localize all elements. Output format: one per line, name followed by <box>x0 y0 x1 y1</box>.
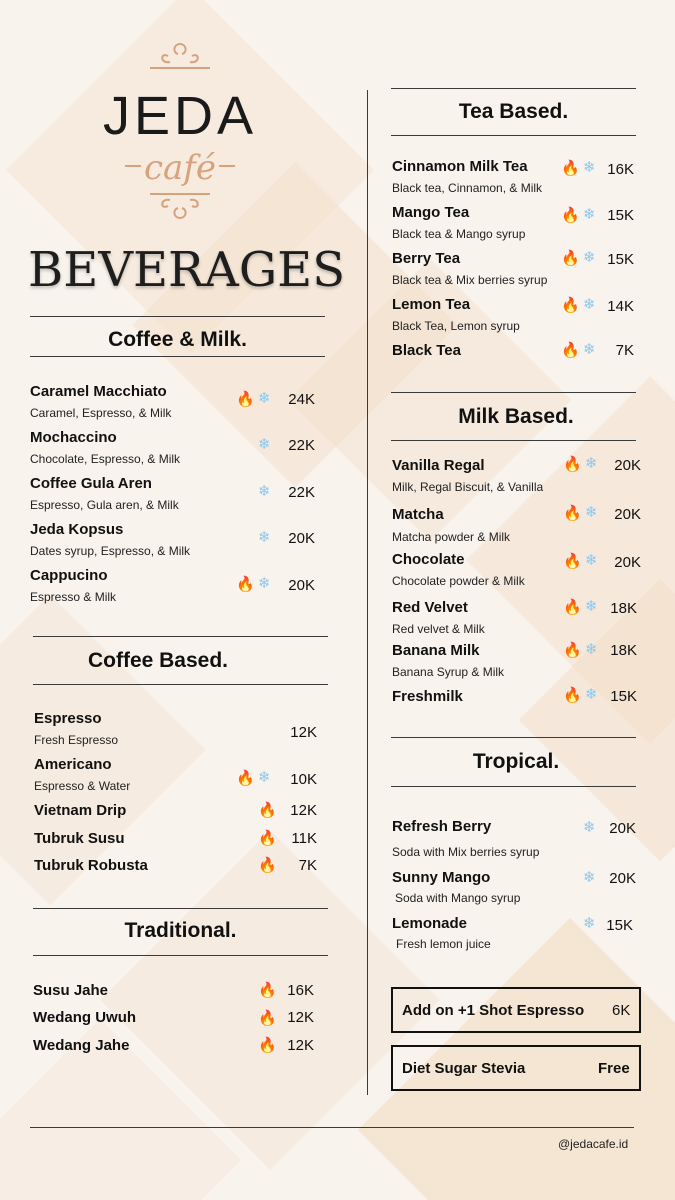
menu-item-desc: Matcha powder & Milk <box>392 530 511 544</box>
menu-item-name: Cappucino <box>30 567 108 584</box>
menu-item-price: 20K <box>609 820 636 837</box>
menu-item-name: Red Velvet <box>392 599 468 616</box>
menu-item-desc: Black tea & Mango syrup <box>392 227 526 241</box>
cold-icon: ❄ <box>583 249 596 266</box>
logo-wordmark: JEDA <box>102 86 258 146</box>
cold-icon: ❄ <box>258 769 271 786</box>
menu-item-desc: Black tea & Mix berries syrup <box>392 273 548 287</box>
menu-item-price: 16K <box>287 982 314 999</box>
hot-icon: 🔥 <box>561 342 580 359</box>
menu-item-name: Sunny Mango <box>392 869 491 886</box>
menu-item-name: Espresso <box>34 710 102 727</box>
menu-item-price: 20K <box>288 530 315 547</box>
menu-item-name: Banana Milk <box>392 642 480 659</box>
hot-icon: 🔥 <box>258 802 277 819</box>
menu-item-price: 20K <box>288 577 315 594</box>
hot-icon: 🔥 <box>563 642 582 659</box>
logo-ornament-top-icon <box>150 42 210 70</box>
menu-item-name: Vietnam Drip <box>34 802 127 819</box>
menu-title: BEVERAGES <box>28 242 346 298</box>
hot-icon: 🔥 <box>563 687 582 704</box>
cold-icon: ❄ <box>585 686 598 703</box>
footer-rule <box>30 1127 634 1128</box>
menu-item-desc: Dates syrup, Espresso, & Milk <box>30 544 191 558</box>
menu-item-name: Tubruk Susu <box>34 830 125 847</box>
menu-item-name: Tubruk Robusta <box>34 857 148 874</box>
menu-item-price: 20K <box>614 506 641 523</box>
menu-item-price: 10K <box>290 771 317 788</box>
addon-price: 6K <box>612 1002 631 1019</box>
cold-icon: ❄ <box>585 504 598 521</box>
menu-item-desc: Espresso, Gula aren, & Milk <box>30 498 179 512</box>
menu-item-price: 22K <box>288 484 315 501</box>
menu-item-price: 20K <box>614 554 641 571</box>
menu-item-price: 20K <box>609 870 636 887</box>
cafe-logo <box>95 40 265 225</box>
menu-item-price: 18K <box>610 642 637 659</box>
cold-icon: ❄ <box>258 436 271 453</box>
menu-item-name: Wedang Uwuh <box>33 1009 137 1026</box>
menu-item-price: 24K <box>288 391 315 408</box>
menu-item-desc: Fresh Espresso <box>34 733 119 747</box>
menu-item-name: Caramel Macchiato <box>30 383 167 400</box>
section-title-tea-based: Tea Based. <box>458 100 569 123</box>
menu-item-desc: Soda with Mix berries syrup <box>392 845 540 859</box>
section-rule <box>391 786 636 787</box>
menu-item-price: 20K <box>614 457 641 474</box>
hot-icon: 🔥 <box>258 982 277 999</box>
menu-item-price: 7K <box>615 342 634 359</box>
logo-ornament-bottom-icon <box>150 192 210 220</box>
menu-item-price: 12K <box>290 724 317 741</box>
menu-item-price: 15K <box>607 251 634 268</box>
hot-icon: 🔥 <box>236 576 255 593</box>
hot-icon: 🔥 <box>561 297 580 314</box>
menu-item-desc: Banana Syrup & Milk <box>392 665 505 679</box>
section-rule <box>30 316 325 317</box>
section-rule <box>391 737 636 738</box>
section-title-tropical: Tropical. <box>472 750 560 773</box>
menu-item-name: Lemon Tea <box>392 296 471 313</box>
cold-icon: ❄ <box>583 296 596 313</box>
menu-item-desc: Chocolate, Espresso, & Milk <box>30 452 181 466</box>
section-title-coffee-milk: Coffee & Milk. <box>108 328 247 351</box>
hot-icon: 🔥 <box>563 456 582 473</box>
section-title-coffee-based: Coffee Based. <box>87 649 229 672</box>
menu-item-price: 11K <box>291 830 317 847</box>
cold-icon: ❄ <box>583 819 596 836</box>
menu-item-price: 15K <box>610 688 637 705</box>
hot-icon: 🔥 <box>236 391 255 408</box>
cold-icon: ❄ <box>583 341 596 358</box>
menu-item-name: Black Tea <box>392 342 461 359</box>
menu-item-desc: Espresso & Water <box>34 779 131 793</box>
section-rule <box>33 955 328 956</box>
menu-item-desc: Caramel, Espresso, & Milk <box>30 406 172 420</box>
menu-item-price: 12K <box>290 802 317 819</box>
menu-item-price: 16K <box>607 161 634 178</box>
hot-icon: 🔥 <box>258 1037 277 1054</box>
hot-icon: 🔥 <box>561 250 580 267</box>
column-divider <box>367 90 368 1095</box>
menu-item-desc: Chocolate powder & Milk <box>392 574 525 588</box>
menu-item-name: Mango Tea <box>392 204 470 221</box>
menu-item-desc: Milk, Regal Biscuit, & Vanilla <box>392 480 544 494</box>
cold-icon: ❄ <box>258 575 271 592</box>
cold-icon: ❄ <box>258 529 271 546</box>
cold-icon: ❄ <box>585 455 598 472</box>
menu-item-name: Susu Jahe <box>33 982 109 999</box>
hot-icon: 🔥 <box>236 770 255 787</box>
social-handle: @jedacafe.id <box>558 1137 629 1151</box>
hot-icon: 🔥 <box>561 207 580 224</box>
menu-item-price: 12K <box>287 1037 314 1054</box>
menu-item-name: Lemonade <box>392 915 468 932</box>
menu-item-price: 18K <box>610 600 637 617</box>
cold-icon: ❄ <box>585 598 598 615</box>
menu-item-name: Mochaccino <box>30 429 117 446</box>
hot-icon: 🔥 <box>258 857 277 874</box>
menu-item-price: 15K <box>606 917 633 934</box>
hot-icon: 🔥 <box>258 1010 277 1027</box>
addon-label: Add on +1 Shot Espresso <box>402 1002 585 1019</box>
logo-subtitle: café <box>143 148 217 188</box>
menu-item-name: Matcha <box>392 506 444 523</box>
menu-item-name: Wedang Jahe <box>33 1037 130 1054</box>
menu-item-desc: Espresso & Milk <box>30 590 117 604</box>
section-rule <box>391 88 636 89</box>
section-rule <box>33 684 328 685</box>
section-rule <box>33 908 328 909</box>
menu-item-price: 14K <box>607 298 634 315</box>
menu-item-desc: Fresh lemon juice <box>396 937 491 951</box>
menu-item-desc: Soda with Mango syrup <box>395 891 521 905</box>
menu-item-price: 22K <box>288 437 315 454</box>
menu-item-price: 12K <box>287 1009 314 1026</box>
cold-icon: ❄ <box>258 390 271 407</box>
menu-item-desc: Black tea, Cinnamon, & Milk <box>392 181 543 195</box>
section-rule <box>33 636 328 637</box>
cold-icon: ❄ <box>583 915 596 932</box>
section-rule <box>391 135 636 136</box>
menu-item-name: Americano <box>34 756 112 773</box>
addon-price: Free <box>598 1060 630 1077</box>
cold-icon: ❄ <box>583 159 596 176</box>
hot-icon: 🔥 <box>563 553 582 570</box>
menu-item-desc: Red velvet & Milk <box>392 622 485 636</box>
menu-item-name: Jeda Kopsus <box>30 521 124 538</box>
hot-icon: 🔥 <box>561 160 580 177</box>
cold-icon: ❄ <box>258 483 271 500</box>
menu-item-name: Refresh Berry <box>392 818 492 835</box>
menu-item-desc: Black Tea, Lemon syrup <box>392 319 520 333</box>
menu-item-name: Freshmilk <box>392 688 463 705</box>
hot-icon: 🔥 <box>563 599 582 616</box>
hot-icon: 🔥 <box>563 505 582 522</box>
section-rule <box>391 440 636 441</box>
menu-item-name: Vanilla Regal <box>392 457 485 474</box>
cold-icon: ❄ <box>585 552 598 569</box>
section-title-traditional: Traditional. <box>124 919 237 942</box>
addon-label: Diet Sugar Stevia <box>402 1060 526 1077</box>
menu-item-price: 7K <box>298 857 317 874</box>
section-rule <box>391 392 636 393</box>
section-rule <box>30 356 325 357</box>
cold-icon: ❄ <box>585 641 598 658</box>
menu-item-price: 15K <box>607 207 634 224</box>
menu-item-name: Chocolate <box>392 551 465 568</box>
cold-icon: ❄ <box>583 869 596 886</box>
hot-icon: 🔥 <box>258 830 277 847</box>
cold-icon: ❄ <box>583 206 596 223</box>
menu-item-name: Coffee Gula Aren <box>30 475 152 492</box>
menu-item-name: Berry Tea <box>392 250 461 267</box>
section-title-milk-based: Milk Based. <box>458 405 574 428</box>
menu-item-name: Cinnamon Milk Tea <box>392 158 528 175</box>
